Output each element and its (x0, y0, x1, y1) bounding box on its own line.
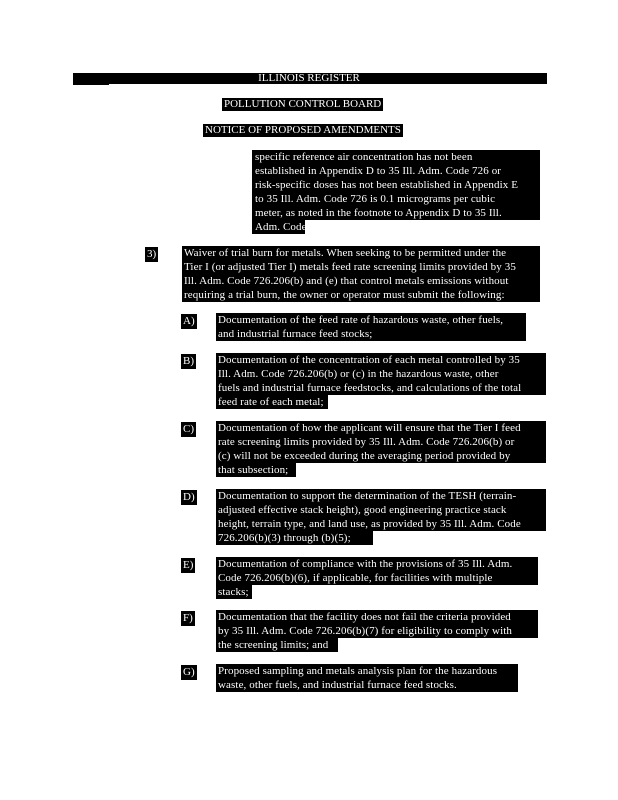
text-line: adjusted effective stack height), good engineering practice stack (216, 503, 546, 517)
text-line: Documentation of compliance with the provisions of 35 Ill. Adm. (216, 557, 538, 571)
item-d-text (216, 489, 546, 545)
text-line: by 35 Ill. Adm. Code 726.206(b)(7) for eligibility to comply with (216, 624, 538, 638)
item-g-text (216, 664, 518, 692)
text-line: Documentation of how the applicant will ensure that the Tier I feed (216, 421, 546, 435)
text-line: Proposed sampling and metals analysis plan for the hazardous (216, 664, 518, 678)
header-register: ILLINOIS REGISTER (258, 72, 360, 84)
text-line: Adm. Code 726. (252, 220, 305, 234)
section-marker: 3) (147, 248, 157, 260)
item-f-text (216, 610, 538, 652)
text-line: feed rate of each metal; (216, 395, 328, 409)
item-a-text (216, 313, 526, 341)
text-line: requiring a trial burn, the owner or operator must submit the following: (182, 288, 540, 302)
text-line: to 35 Ill. Adm. Code 726 is 0.1 micrograms per cubic (252, 192, 540, 206)
text-line: risk-specific doses has not been established in Appendix E (252, 178, 540, 192)
text-line: that subsection; (216, 463, 296, 477)
continued-paragraph (252, 150, 540, 234)
item-marker-e: E) (183, 559, 194, 571)
text-line: Documentation to support the determination of the TESH (terrain- (216, 489, 546, 503)
text-line: (c) will not be exceeded during the averaging period provided by (216, 449, 546, 463)
text-line: Documentation of the concentration of each metal controlled by 35 (216, 353, 546, 367)
text-line: 726.206(b)(3) through (b)(5); (216, 531, 373, 545)
item-marker-f: F) (183, 612, 193, 624)
text-line: Documentation that the facility does not fail the criteria provided (216, 610, 538, 624)
text-line: Tier I (or adjusted Tier I) metals feed rate screening limits provided by 35 (182, 260, 540, 274)
text-line: and industrial furnace feed stocks; (216, 327, 526, 341)
item-c-text (216, 421, 546, 477)
item-b-text (216, 353, 546, 409)
item-e-text (216, 557, 538, 599)
item-marker-c: C) (183, 423, 194, 435)
text-line: Code 726.206(b)(6), if applicable, for facilities with multiple (216, 571, 538, 585)
text-line: the screening limits; and (216, 638, 338, 652)
text-line: Ill. Adm. Code 726.206(b) or (c) in the hazardous waste, other (216, 367, 546, 381)
text-line: fuels and industrial furnace feedstocks, and calculations of the total (216, 381, 546, 395)
header-notice: NOTICE OF PROPOSED AMENDMENTS (205, 124, 401, 136)
section-paragraph (182, 246, 540, 302)
text-line: Documentation of the feed rate of hazardous waste, other fuels, (216, 313, 526, 327)
item-marker-b: B) (183, 355, 194, 367)
text-line: meter, as noted in the footnote to Appendix D to 35 Ill. (252, 206, 540, 220)
text-line: established in Appendix D to 35 Ill. Adm. Code 726 or (252, 164, 540, 178)
text-line: waste, other fuels, and industrial furnace feed stocks. (216, 678, 518, 692)
header-board: POLLUTION CONTROL BOARD (224, 98, 382, 110)
text-line: height, terrain type, and land use, as provided by 35 Ill. Adm. Code (216, 517, 546, 531)
item-marker-g: G) (183, 666, 195, 678)
text-line: Ill. Adm. Code 726.206(b) and (e) that control metals emissions without (182, 274, 540, 288)
text-line: stacks; (216, 585, 252, 599)
item-marker-d: D) (183, 491, 195, 503)
text-line: rate screening limits provided by 35 Ill. Adm. Code 726.206(b) or (216, 435, 546, 449)
text-line: Waiver of trial burn for metals. When seeking to be permitted under the (182, 246, 540, 260)
item-marker-a: A) (183, 315, 195, 327)
text-line: specific reference air concentration has not been (252, 150, 540, 164)
